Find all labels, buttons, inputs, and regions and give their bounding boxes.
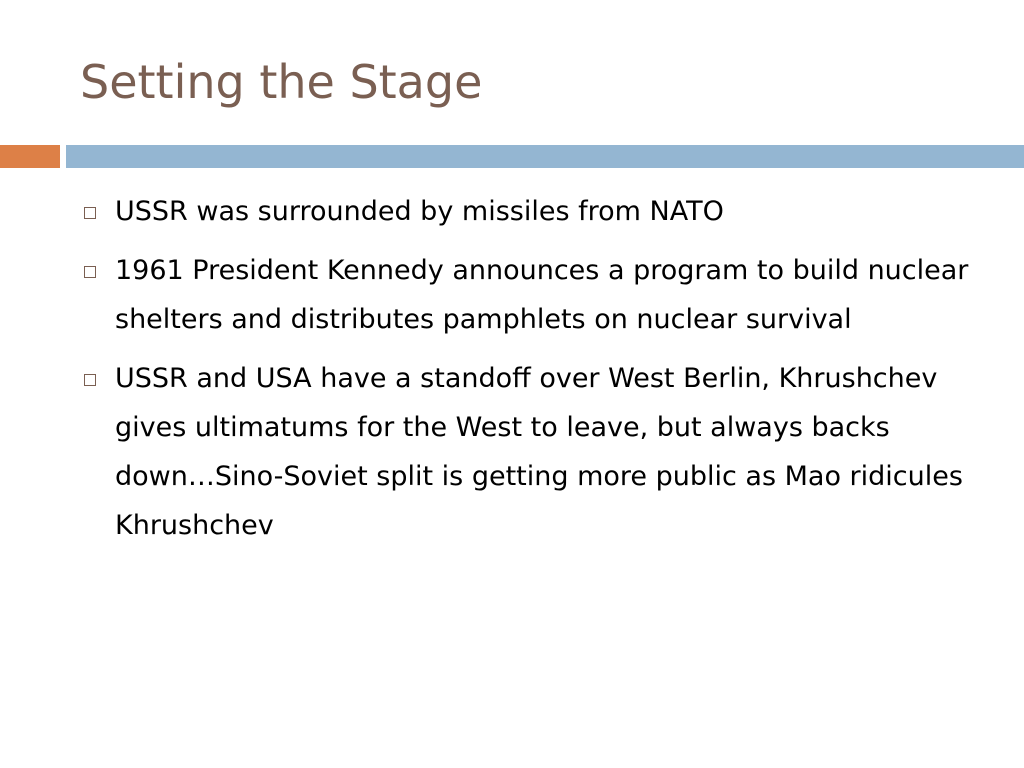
bullet-text: USSR and USA have a standoff over West Berlin, Khrushchev gives ultimatums for the West to leave, but always backs down…Sino-Soviet split is getting more public as Mao ridicules Khrushchev xyxy=(115,363,963,541)
bullet-list xyxy=(84,187,984,560)
bullet-item xyxy=(84,354,984,550)
accent-bar-orange xyxy=(0,145,60,168)
hollow-square-bullet-icon xyxy=(84,374,96,386)
accent-bar-blue xyxy=(66,145,1024,168)
bullet-item xyxy=(84,187,984,236)
bullet-text: USSR was surrounded by missiles from NATO xyxy=(115,196,724,227)
bullet-item xyxy=(84,246,984,344)
hollow-square-bullet-icon xyxy=(84,207,96,219)
hollow-square-bullet-icon xyxy=(84,266,96,278)
bullet-text: 1961 President Kennedy announces a program to build nuclear shelters and distributes pamphlets on nuclear survival xyxy=(115,255,969,335)
slide-title: Setting the Stage xyxy=(80,55,483,109)
